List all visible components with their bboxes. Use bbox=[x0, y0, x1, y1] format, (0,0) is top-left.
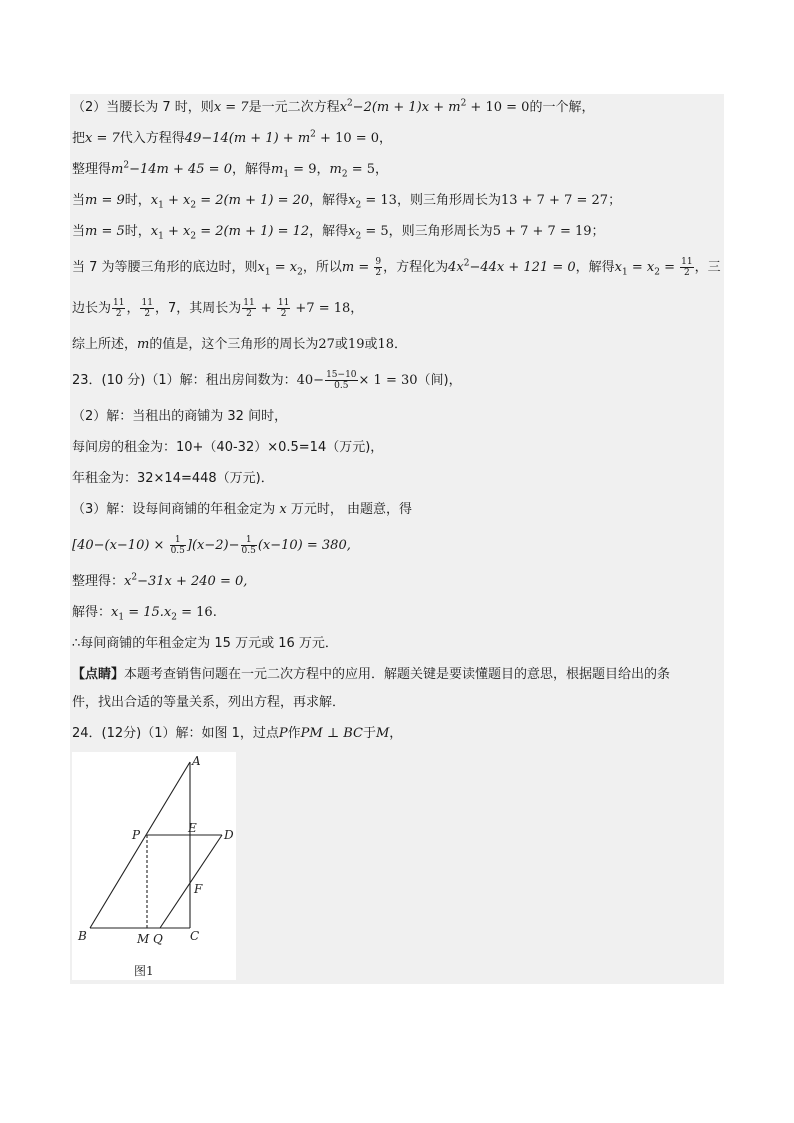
math: −44x + 121 = 0 bbox=[469, 260, 576, 275]
math: x bbox=[150, 193, 159, 208]
math: = 13 bbox=[361, 193, 397, 208]
subscript: 1 bbox=[118, 612, 125, 623]
exponent: 2 bbox=[131, 572, 138, 583]
math: −31x + 240 = 0, bbox=[137, 574, 248, 589]
math: 5 + 7 + 7 = 19 bbox=[492, 224, 592, 239]
math: x bbox=[257, 260, 265, 275]
math: x bbox=[339, 100, 347, 115]
text: 把 bbox=[72, 131, 86, 146]
subscript: 1 bbox=[158, 200, 164, 211]
math: = x bbox=[627, 260, 655, 275]
math: x bbox=[348, 193, 356, 208]
math: P bbox=[278, 726, 288, 741]
subscript: 2 bbox=[355, 231, 362, 242]
segment-ba bbox=[90, 762, 190, 928]
text: ，解得 bbox=[309, 193, 349, 208]
fraction: $\frac{11}{2}$ bbox=[277, 298, 290, 319]
text: ，解得 bbox=[575, 260, 615, 275]
math: x bbox=[279, 502, 287, 517]
subscript: 2 bbox=[341, 169, 348, 180]
text: 整理得： bbox=[72, 574, 125, 589]
fraction: $\frac{1}{0.5}$ bbox=[170, 535, 185, 556]
math: x bbox=[614, 260, 622, 275]
text: ，7，其周长为 bbox=[154, 301, 242, 316]
text: 件，找出合适的等量关系，列出方程，再求解． bbox=[72, 695, 346, 710]
math: [40−(x−10) × bbox=[72, 538, 169, 553]
math: m bbox=[329, 162, 342, 177]
exponent: 2 bbox=[123, 160, 130, 171]
text: （间)， bbox=[417, 373, 462, 388]
text: 23．(10 分)（1）解：租出房间数为： bbox=[72, 373, 297, 388]
math: 13 + 7 + 7 = 27 bbox=[500, 193, 609, 208]
line-7 bbox=[70, 290, 724, 328]
label-a: A bbox=[192, 754, 201, 768]
segment-dq bbox=[160, 835, 222, 928]
subscript: 2 bbox=[190, 200, 197, 211]
line-12 bbox=[70, 465, 724, 493]
line-19 bbox=[70, 689, 724, 717]
text: ，所以 bbox=[302, 260, 342, 275]
math: −14m + 45 = 0 bbox=[129, 162, 232, 177]
text: ， bbox=[389, 726, 403, 741]
math: + 10 = 0 bbox=[466, 100, 530, 115]
text: ； bbox=[591, 224, 605, 239]
text: ，则三角形周长为 bbox=[396, 193, 501, 208]
line-8 bbox=[70, 331, 724, 359]
text: 或 bbox=[334, 337, 348, 352]
math: 4x bbox=[448, 260, 464, 275]
figure-1 bbox=[72, 752, 236, 980]
text: ，解得 bbox=[309, 224, 349, 239]
math: x = 7 bbox=[213, 100, 249, 115]
math: = 2(m + 1) = 12 bbox=[196, 224, 310, 239]
subscript: 1 bbox=[283, 169, 290, 180]
fraction: $\frac{11}{2}$ bbox=[113, 298, 125, 319]
line-17 bbox=[70, 630, 724, 658]
math: x = 7 bbox=[85, 131, 120, 146]
text: 的值是，这个三角形的周长为 bbox=[149, 337, 319, 352]
text: ， bbox=[375, 162, 389, 177]
label-m: M bbox=[137, 932, 150, 946]
figure-caption: 图1 bbox=[134, 964, 154, 978]
fraction: $\frac{1}{0.5}$ bbox=[241, 535, 256, 556]
text: （2）当腰长为 7 时，则 bbox=[72, 100, 214, 115]
math: m = bbox=[341, 260, 374, 275]
line-10 bbox=[70, 403, 724, 431]
math: x bbox=[348, 224, 356, 239]
text: （2）解：当租出的商铺为 32 间时， bbox=[72, 409, 288, 424]
math: + 10 = 0， bbox=[315, 131, 393, 146]
text: ， bbox=[126, 301, 140, 316]
text: 或 bbox=[364, 337, 378, 352]
text: 时， bbox=[124, 193, 151, 208]
text: 万元时， 由题意，得 bbox=[286, 502, 413, 517]
math: = x bbox=[270, 260, 298, 275]
subscript: 2 bbox=[654, 267, 660, 278]
text: ∴每间商铺的年租金定为 15 万元或 16 万元． bbox=[72, 636, 338, 651]
line-14 bbox=[70, 527, 724, 565]
line-6 bbox=[70, 249, 724, 287]
label-q: Q bbox=[153, 932, 163, 946]
math: = 2(m + 1) = 20 bbox=[196, 193, 310, 208]
label-c: C bbox=[190, 929, 200, 943]
subscript: 2 bbox=[355, 200, 362, 211]
math: = 5 bbox=[347, 162, 375, 177]
math: 27 bbox=[318, 337, 335, 352]
text: 是一元二次方程 bbox=[248, 100, 340, 115]
math: ](x−2)− bbox=[186, 538, 240, 553]
text: 每间房的租金为：10+（40-32）×0.5=14（万元)， bbox=[72, 440, 384, 455]
math: + x bbox=[163, 193, 191, 208]
fraction: $\frac{11}{2}$ bbox=[681, 257, 693, 278]
math: + x bbox=[163, 224, 191, 239]
math: = 5 bbox=[361, 224, 389, 239]
math: 19 bbox=[347, 337, 365, 352]
label-p: P bbox=[132, 828, 141, 842]
math: x bbox=[150, 224, 159, 239]
subscript: 1 bbox=[264, 267, 271, 278]
math: = 9 bbox=[289, 162, 317, 177]
line-1 bbox=[70, 94, 724, 122]
exponent: 2 bbox=[310, 129, 316, 140]
math: m bbox=[270, 162, 284, 177]
text: 解得： bbox=[72, 605, 112, 620]
text: 代入方程得 bbox=[119, 131, 185, 146]
math: + bbox=[256, 301, 276, 316]
subscript: 2 bbox=[297, 267, 303, 278]
label-e: E bbox=[188, 821, 197, 835]
line-16 bbox=[70, 599, 724, 627]
fraction: $\frac{11}{2}$ bbox=[243, 298, 255, 319]
math: x bbox=[124, 574, 132, 589]
text: 当 bbox=[72, 193, 86, 208]
text: ，解得 bbox=[231, 162, 271, 177]
fraction: $\frac{15-10}{0.5}$ bbox=[326, 370, 357, 391]
exponent: 2 bbox=[463, 258, 470, 269]
label-d: D bbox=[224, 828, 234, 842]
text: 整理得 bbox=[72, 162, 112, 177]
math: 49−14(m + 1) + m bbox=[184, 131, 311, 146]
math: (x−10) = 380, bbox=[257, 538, 351, 553]
line-18 bbox=[70, 661, 724, 689]
line-13 bbox=[70, 496, 724, 524]
subscript: 2 bbox=[171, 612, 177, 623]
text: 年租金为：32×14=448（万元)． bbox=[72, 471, 274, 486]
line-15 bbox=[70, 568, 724, 596]
math: = 16. bbox=[177, 605, 217, 620]
subscript: 1 bbox=[158, 231, 164, 242]
text: ． bbox=[394, 337, 408, 352]
line-11 bbox=[70, 434, 724, 462]
exponent: 2 bbox=[346, 98, 353, 109]
line-3 bbox=[70, 156, 724, 184]
math: = 15.x bbox=[124, 605, 172, 620]
math: x bbox=[111, 605, 119, 620]
line-5 bbox=[70, 218, 724, 246]
line-9 bbox=[70, 362, 724, 400]
math: m bbox=[111, 162, 124, 177]
text: ，三 bbox=[694, 260, 721, 275]
text: 综上所述， bbox=[72, 337, 138, 352]
math: m = 5 bbox=[85, 224, 125, 239]
math: M bbox=[375, 726, 390, 741]
subscript: 1 bbox=[621, 267, 628, 278]
math: PM ⊥ BC bbox=[300, 726, 363, 741]
line-2 bbox=[70, 125, 724, 153]
math: = bbox=[659, 260, 680, 275]
label-f: F bbox=[194, 882, 203, 896]
line-4 bbox=[70, 187, 724, 215]
math: +7 = 18， bbox=[291, 301, 364, 316]
math: m = 9 bbox=[85, 193, 125, 208]
figure-area bbox=[70, 748, 724, 984]
point-tag: 【点睛】 bbox=[72, 667, 125, 682]
math: 18 bbox=[377, 337, 395, 352]
text: ，则三角形周长为 bbox=[388, 224, 493, 239]
label-b: B bbox=[78, 929, 87, 943]
text: 作 bbox=[287, 726, 301, 741]
text: ， bbox=[316, 162, 330, 177]
text: 当 7 为等腰三角形的底边时，则 bbox=[72, 260, 258, 275]
text: ，方程化为 bbox=[383, 260, 449, 275]
fraction: $\frac{11}{2}$ bbox=[141, 298, 153, 319]
solution-content bbox=[70, 94, 724, 984]
fraction: $\frac{9}{2}$ bbox=[375, 257, 382, 278]
math: m bbox=[137, 337, 150, 352]
text: 24．(12分)（1）解：如图 1，过点 bbox=[72, 726, 279, 741]
text: 当 bbox=[72, 224, 86, 239]
math: × 1 = 30 bbox=[358, 373, 418, 388]
geometry-diagram bbox=[72, 752, 236, 980]
text: 边长为 bbox=[72, 301, 112, 316]
text: 于 bbox=[362, 726, 376, 741]
subscript: 2 bbox=[190, 231, 197, 242]
math: −2(m + 1)x + m bbox=[352, 100, 461, 115]
line-20 bbox=[70, 720, 724, 748]
text: 时， bbox=[124, 224, 151, 239]
text: （3）解：设每间商铺的年租金定为 bbox=[72, 502, 280, 517]
text: ； bbox=[608, 193, 622, 208]
text: 本题考查销售问题在一元二次方程中的应用．解题关键是要读懂题目的意思，根据题目给出的条 bbox=[124, 667, 671, 682]
math: 40− bbox=[296, 373, 325, 388]
exponent: 2 bbox=[460, 98, 467, 109]
text: 的一个解， bbox=[529, 100, 595, 115]
